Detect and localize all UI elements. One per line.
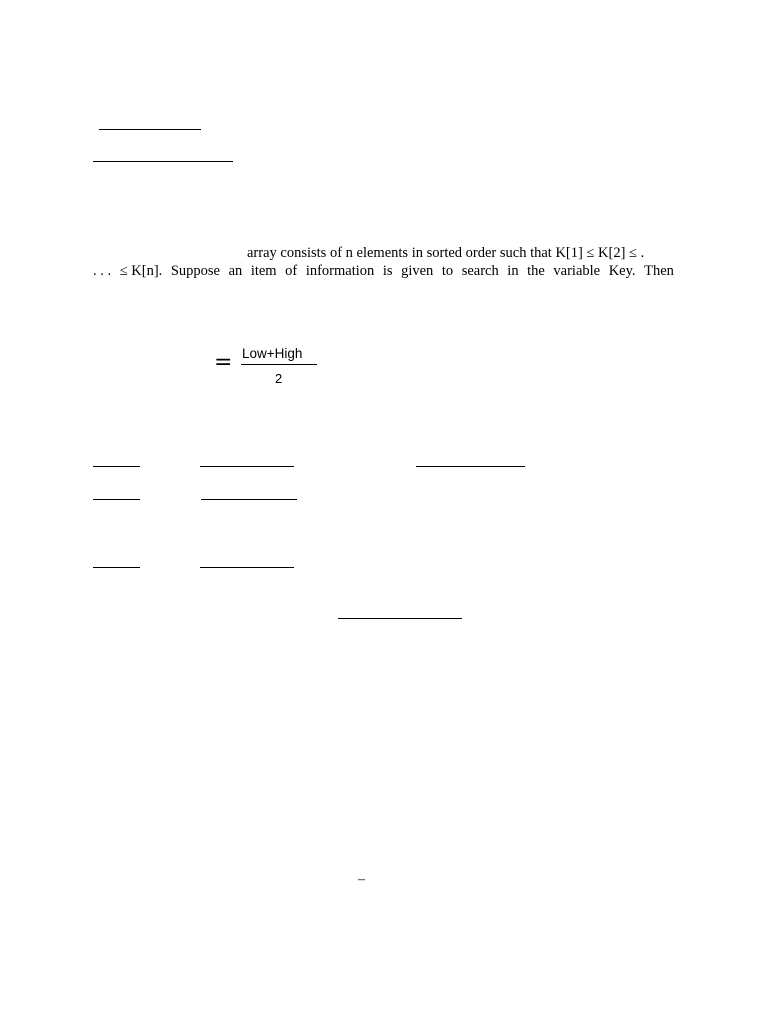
paragraph-word: the bbox=[527, 263, 545, 279]
fraction-bar bbox=[241, 364, 317, 365]
paragraph-word: is bbox=[382, 263, 393, 279]
paragraph-word: of bbox=[285, 263, 298, 279]
equals-sign: = bbox=[214, 350, 233, 375]
section-underline bbox=[338, 618, 462, 619]
paragraph-word: an bbox=[228, 263, 243, 279]
paragraph-word: in bbox=[507, 263, 519, 279]
paragraph-word: ≤ K[n]. bbox=[119, 263, 163, 279]
heading-underline-1 bbox=[99, 129, 201, 130]
paragraph-word: Suppose bbox=[170, 263, 220, 279]
paragraph-word: given bbox=[401, 263, 434, 279]
paragraph-word: item bbox=[250, 263, 277, 279]
paragraph-word: to bbox=[441, 263, 454, 279]
fraction-denominator: 2 bbox=[275, 371, 283, 386]
list-underline-1a bbox=[93, 466, 140, 467]
fraction-numerator: Low+High bbox=[242, 346, 303, 361]
list-underline-3a bbox=[93, 567, 140, 568]
paragraph-line-1: array consists of n elements in sorted order such that K[1] ≤ K[2] ≤ . bbox=[247, 245, 645, 261]
list-underline-2a bbox=[93, 499, 140, 500]
page-number-marker: – bbox=[358, 872, 365, 887]
list-underline-3b bbox=[200, 567, 294, 568]
heading-underline-2 bbox=[93, 161, 233, 162]
paragraph-word: Then bbox=[644, 263, 674, 279]
paragraph-word: Key. bbox=[608, 263, 636, 279]
paragraph-line-2 bbox=[93, 264, 674, 279]
list-underline-1b bbox=[200, 466, 294, 467]
paragraph-word: variable bbox=[553, 263, 601, 279]
list-underline-1c bbox=[416, 466, 525, 467]
list-underline-2b bbox=[201, 499, 297, 500]
paragraph-word: . . . bbox=[93, 263, 112, 279]
paragraph-word: search bbox=[461, 263, 499, 279]
paragraph-word: information bbox=[305, 263, 375, 279]
